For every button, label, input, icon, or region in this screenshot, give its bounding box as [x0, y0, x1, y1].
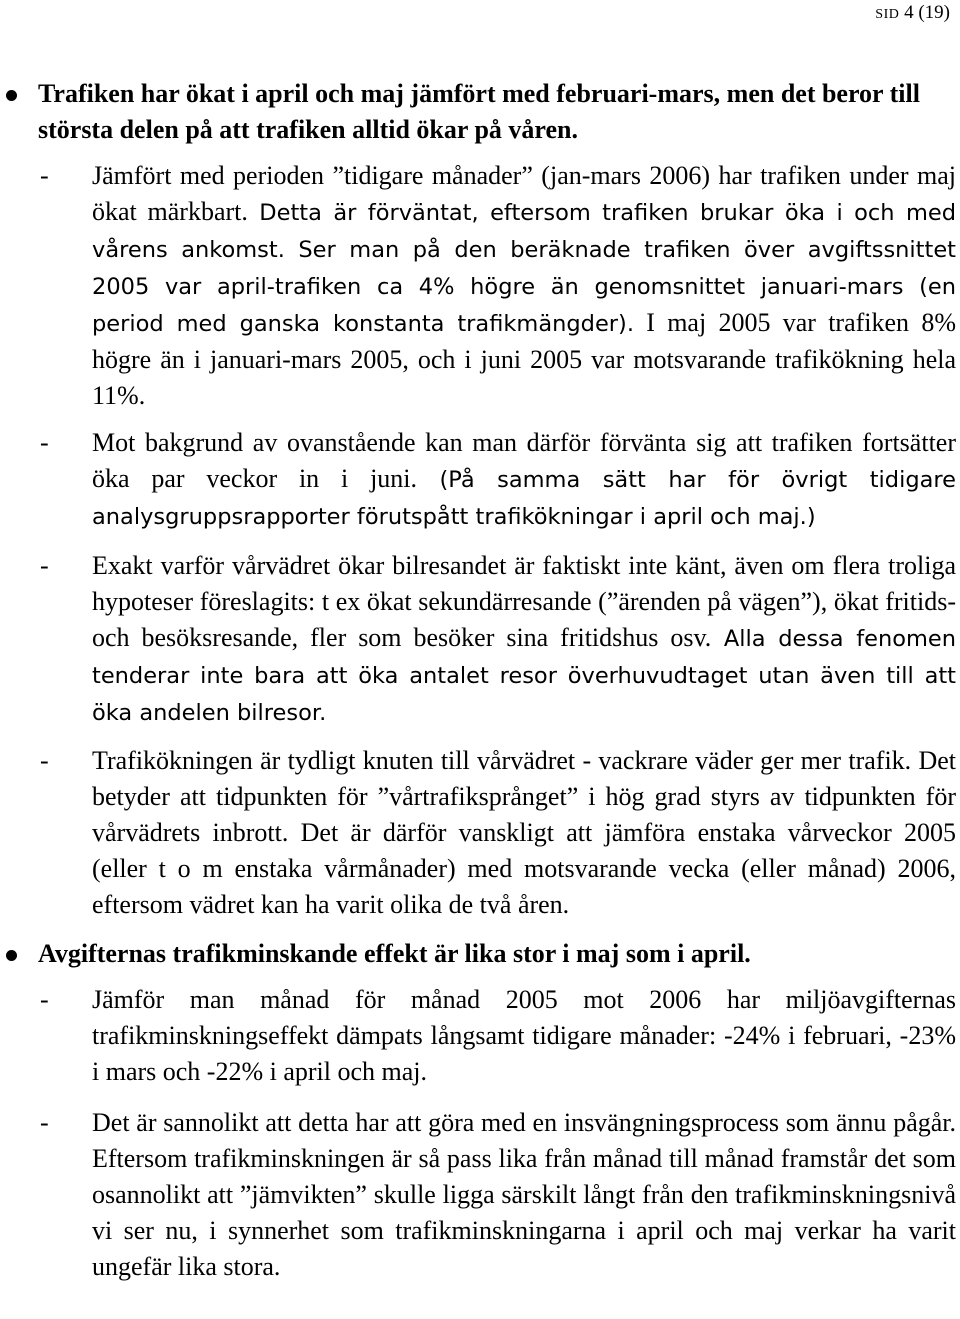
dash-marker: -: [40, 551, 49, 580]
section-traffic-increase: [0, 76, 960, 924]
list-item: [0, 982, 960, 1091]
paragraph-text-sans: (På samma sätt har för övrigt tidigare analysgruppsrapporter förutspått trafikökningar i april och maj.): [92, 467, 956, 530]
page-number: [875, 2, 950, 24]
section-fee-effect: [0, 936, 960, 1286]
list-item: [0, 548, 960, 731]
section-heading: Trafiken har ökat i april och maj jämfört med februari-mars, men det beror till största delen på att trafiken alltid ökar på våren.: [38, 79, 920, 144]
paragraph: [92, 158, 956, 414]
list-item: [0, 1105, 960, 1286]
bullet-icon: [6, 90, 17, 101]
dash-marker: -: [40, 428, 49, 457]
paragraph-text: Exakt varför vårvädret ökar bilresandet är faktiskt inte känt, även om flera troliga hypoteser föreslagits: t ex ökat sekundärresande (”ärenden på vägen”), ökat fritids- och besöksresande, fler som besöker sina fritidshus osv.: [92, 551, 956, 652]
paragraph-text-sans: Alla dessa fenomen tenderar inte bara att öka antalet resor överhuvudtaget utan även till att öka andelen bilresor.: [92, 626, 957, 726]
paragraph-text: Det är sannolikt att detta har att göra med en insvängningsprocess som ännu pågår. Eftersom trafikminskningen är så pass lika från månad till månad framstår det som osannolikt att ”jämvikten” skulle ligga särskilt långt från den trafikminskningsnivå vi ser nu, i synnerhet som trafikminskningarna i april och maj verkar ha varit ungefär lika stora.: [92, 1108, 956, 1281]
paragraph-text: Mot bakgrund av ovanstående kan man därför förvänta sig att trafiken fortsätter öka par veckor in i juni.: [92, 428, 956, 493]
paragraph-text: Jämför man månad för månad 2005 mot 2006 har miljöavgifternas trafikminskningseffekt dämpats långsamt tidigare månader: -24% i februari, -23% i mars och -22% i april och maj.: [92, 985, 956, 1086]
paragraph: [92, 743, 956, 924]
paragraph: [92, 1105, 956, 1286]
dash-marker: -: [40, 985, 49, 1014]
list-item: [0, 425, 960, 535]
paragraph: [92, 548, 956, 731]
page-count: 4 (19): [904, 2, 950, 23]
page-label: SID: [875, 7, 900, 22]
paragraph-text-end: I maj 2005 var trafiken 8% högre än i januari-mars 2005, och i juni 2005 var motsvarande trafikökning hela 11%.: [92, 308, 956, 410]
paragraph-text-sans: Detta är förväntat, eftersom trafiken brukar öka i och med vårens ankomst. Ser man på den beräknade trafiken över avgiftssnittet 2005 var april-trafiken ca 4% högre än genomsnittet januari-mars (en period med ganska konstanta trafikmängder).: [92, 200, 956, 337]
paragraph: [92, 425, 956, 535]
list-item: [0, 743, 960, 924]
dash-marker: -: [40, 746, 49, 775]
paragraph: [92, 982, 956, 1091]
paragraph-text: Trafikökningen är tydligt knuten till vårvädret - vackrare väder ger mer trafik. Det betyder att tidpunkten för ”vårtrafiksprånget” i hög grad styrs av tidpunkten för vårvädrets inbrott. Det är därför vanskligt att jämföra enstaka vårveckor 2005 (eller t o m enstaka vårmånader) med motsvarande vecka (eller månad) 2006, eftersom vädret kan ha varit olika de två åren.: [92, 746, 956, 919]
list-item: [0, 158, 960, 414]
section-heading: Avgifternas trafikminskande effekt är lika stor i maj som i april.: [38, 939, 751, 968]
document-body: [0, 76, 960, 1286]
bullet-icon: [6, 950, 17, 961]
paragraph-text: Jämfört med perioden ”tidigare månader” (jan-mars 2006) har trafiken under maj ökat märkbart.: [92, 161, 956, 226]
dash-marker: -: [40, 161, 49, 190]
dash-marker: -: [40, 1108, 49, 1137]
